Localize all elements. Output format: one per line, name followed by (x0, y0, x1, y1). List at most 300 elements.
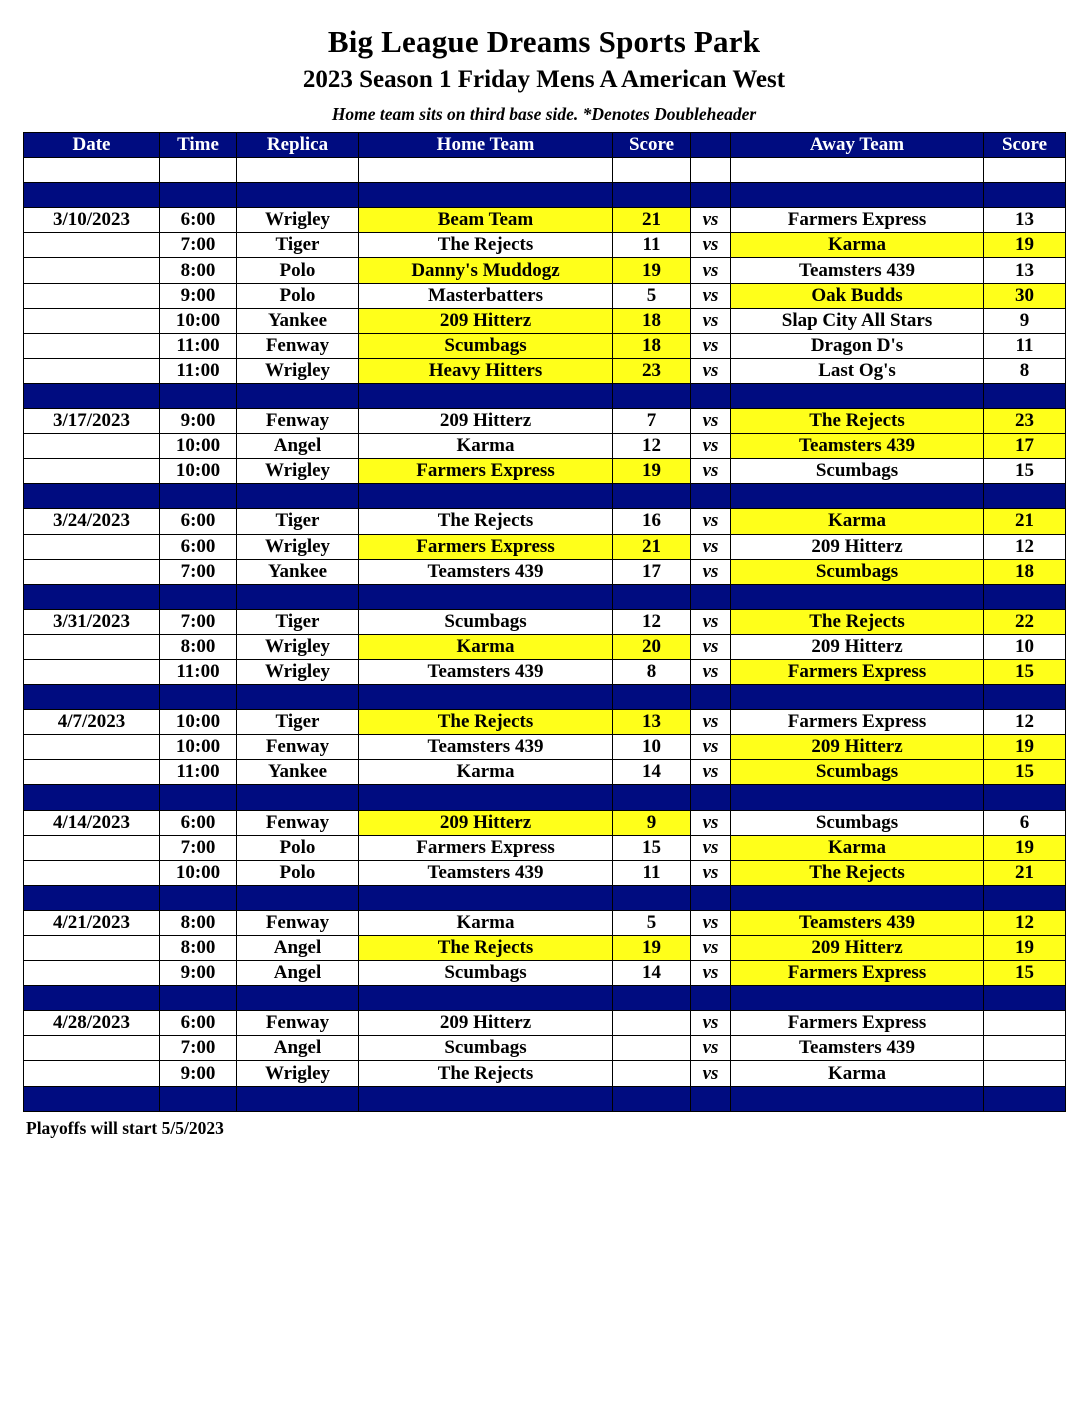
away-team: Scumbags (731, 760, 984, 785)
game-field: Tiger (237, 233, 359, 258)
game-time: 11:00 (160, 760, 237, 785)
empty-cell (984, 484, 1066, 509)
game-time: 9:00 (160, 1061, 237, 1086)
table-row (24, 634, 1066, 659)
game-date (24, 283, 160, 308)
column-header-home-team: Home Team (359, 133, 613, 158)
home-score: 21 (613, 208, 691, 233)
game-date (24, 760, 160, 785)
game-field: Tiger (237, 609, 359, 634)
home-score: 19 (613, 936, 691, 961)
empty-cell (160, 484, 237, 509)
table-row (24, 534, 1066, 559)
empty-cell (359, 158, 613, 183)
game-time: 11:00 (160, 333, 237, 358)
column-header-vs (691, 133, 731, 158)
game-field: Wrigley (237, 459, 359, 484)
vs-label: vs (691, 409, 731, 434)
game-field: Yankee (237, 308, 359, 333)
home-score: 8 (613, 659, 691, 684)
away-score: 6 (984, 810, 1066, 835)
game-time: 6:00 (160, 810, 237, 835)
game-field: Polo (237, 258, 359, 283)
empty-cell (359, 1086, 613, 1111)
game-field: Fenway (237, 1011, 359, 1036)
away-score: 11 (984, 333, 1066, 358)
game-time: 7:00 (160, 233, 237, 258)
away-team: Farmers Express (731, 659, 984, 684)
away-score: 12 (984, 710, 1066, 735)
game-date: 4/28/2023 (24, 1011, 160, 1036)
table-row (24, 735, 1066, 760)
game-date (24, 358, 160, 383)
vs-label: vs (691, 810, 731, 835)
game-time: 10:00 (160, 459, 237, 484)
home-score: 11 (613, 233, 691, 258)
vs-label: vs (691, 1011, 731, 1036)
empty-cell (731, 1086, 984, 1111)
vs-label: vs (691, 333, 731, 358)
empty-cell (160, 584, 237, 609)
game-field: Fenway (237, 910, 359, 935)
home-team: The Rejects (359, 233, 613, 258)
schedule-body (24, 158, 1066, 1112)
game-date (24, 835, 160, 860)
game-field: Angel (237, 936, 359, 961)
home-team: Scumbags (359, 333, 613, 358)
game-time: 10:00 (160, 308, 237, 333)
game-time: 8:00 (160, 634, 237, 659)
empty-cell (24, 183, 160, 208)
home-team: Beam Team (359, 208, 613, 233)
away-score: 19 (984, 835, 1066, 860)
home-team: 209 Hitterz (359, 1011, 613, 1036)
empty-cell (691, 484, 731, 509)
home-score (613, 1036, 691, 1061)
vs-label: vs (691, 534, 731, 559)
game-field: Polo (237, 283, 359, 308)
away-team: Last Og's (731, 358, 984, 383)
game-date (24, 634, 160, 659)
empty-cell (24, 885, 160, 910)
empty-cell (984, 158, 1066, 183)
empty-cell (160, 685, 237, 710)
empty-cell (359, 986, 613, 1011)
away-score: 8 (984, 358, 1066, 383)
empty-cell (24, 383, 160, 408)
away-team: The Rejects (731, 409, 984, 434)
home-team: Danny's Muddogz (359, 258, 613, 283)
home-team: Teamsters 439 (359, 559, 613, 584)
vs-label: vs (691, 961, 731, 986)
empty-cell (984, 183, 1066, 208)
table-row (24, 810, 1066, 835)
home-team: Farmers Express (359, 459, 613, 484)
game-date (24, 1036, 160, 1061)
vs-label: vs (691, 1061, 731, 1086)
home-score: 19 (613, 258, 691, 283)
game-date (24, 961, 160, 986)
empty-cell (731, 685, 984, 710)
empty-cell (359, 685, 613, 710)
playoffs-note: Playoffs will start 5/5/2023 (26, 1118, 224, 1138)
vs-label: vs (691, 634, 731, 659)
game-field: Angel (237, 1036, 359, 1061)
home-team: Karma (359, 910, 613, 935)
empty-cell (24, 584, 160, 609)
game-time: 9:00 (160, 283, 237, 308)
empty-cell (359, 885, 613, 910)
game-time: 8:00 (160, 910, 237, 935)
empty-cell (359, 785, 613, 810)
away-team: Farmers Express (731, 710, 984, 735)
page-subtitle: 2023 Season 1 Friday Mens A American West (302, 66, 786, 93)
empty-cell (613, 785, 691, 810)
game-date: 3/10/2023 (24, 208, 160, 233)
home-team: Farmers Express (359, 835, 613, 860)
empty-cell (359, 584, 613, 609)
home-score: 13 (613, 710, 691, 735)
game-field: Angel (237, 434, 359, 459)
column-header-away-team: Away Team (731, 133, 984, 158)
vs-label: vs (691, 559, 731, 584)
table-row (24, 333, 1066, 358)
away-score (984, 1011, 1066, 1036)
away-score: 19 (984, 936, 1066, 961)
empty-cell (731, 484, 984, 509)
game-date: 4/21/2023 (24, 910, 160, 935)
home-team: The Rejects (359, 710, 613, 735)
empty-cell (160, 885, 237, 910)
empty-cell (691, 183, 731, 208)
table-row (24, 659, 1066, 684)
empty-cell (613, 183, 691, 208)
home-team: 209 Hitterz (359, 308, 613, 333)
week-separator-row (24, 885, 1066, 910)
week-separator-row (24, 986, 1066, 1011)
empty-cell (237, 383, 359, 408)
home-score: 12 (613, 434, 691, 459)
empty-cell (731, 785, 984, 810)
empty-cell (160, 183, 237, 208)
away-score: 13 (984, 258, 1066, 283)
game-date (24, 659, 160, 684)
table-row (24, 609, 1066, 634)
game-field: Yankee (237, 760, 359, 785)
home-score: 17 (613, 559, 691, 584)
game-date (24, 258, 160, 283)
blank-row (24, 158, 1066, 183)
home-score: 5 (613, 283, 691, 308)
table-row (24, 434, 1066, 459)
home-team: Karma (359, 634, 613, 659)
home-score: 16 (613, 509, 691, 534)
vs-label: vs (691, 434, 731, 459)
empty-cell (237, 484, 359, 509)
empty-cell (237, 986, 359, 1011)
home-score: 15 (613, 835, 691, 860)
away-team: Karma (731, 835, 984, 860)
empty-cell (691, 1086, 731, 1111)
game-date (24, 936, 160, 961)
empty-cell (613, 1086, 691, 1111)
away-score: 10 (984, 634, 1066, 659)
empty-cell (24, 685, 160, 710)
empty-cell (984, 584, 1066, 609)
week-separator-row (24, 785, 1066, 810)
home-score: 20 (613, 634, 691, 659)
game-time: 7:00 (160, 1036, 237, 1061)
vs-label: vs (691, 760, 731, 785)
game-time: 7:00 (160, 559, 237, 584)
game-time: 8:00 (160, 936, 237, 961)
home-score: 9 (613, 810, 691, 835)
home-score: 18 (613, 333, 691, 358)
vs-label: vs (691, 659, 731, 684)
home-team: The Rejects (359, 936, 613, 961)
empty-cell (613, 986, 691, 1011)
game-date (24, 333, 160, 358)
away-team: 209 Hitterz (731, 534, 984, 559)
table-row (24, 283, 1066, 308)
game-time: 11:00 (160, 659, 237, 684)
game-date (24, 459, 160, 484)
empty-cell (984, 885, 1066, 910)
home-score: 14 (613, 961, 691, 986)
away-team: The Rejects (731, 609, 984, 634)
away-score (984, 1061, 1066, 1086)
column-header-home-score: Score (613, 133, 691, 158)
home-score: 11 (613, 860, 691, 885)
home-team: Teamsters 439 (359, 659, 613, 684)
column-header-date: Date (24, 133, 160, 158)
vs-label: vs (691, 258, 731, 283)
home-score: 5 (613, 910, 691, 935)
table-row (24, 835, 1066, 860)
empty-cell (237, 158, 359, 183)
home-score: 18 (613, 308, 691, 333)
empty-cell (237, 685, 359, 710)
week-separator-row (24, 685, 1066, 710)
away-team: Farmers Express (731, 961, 984, 986)
game-field: Fenway (237, 735, 359, 760)
empty-cell (613, 383, 691, 408)
empty-cell (359, 383, 613, 408)
home-score: 19 (613, 459, 691, 484)
home-score (613, 1061, 691, 1086)
home-team: Teamsters 439 (359, 735, 613, 760)
week-separator-row (24, 1086, 1066, 1111)
game-date: 3/17/2023 (24, 409, 160, 434)
game-time: 9:00 (160, 961, 237, 986)
game-date: 4/14/2023 (24, 810, 160, 835)
table-row (24, 1061, 1066, 1086)
table-row (24, 710, 1066, 735)
game-time: 10:00 (160, 735, 237, 760)
home-score: 7 (613, 409, 691, 434)
empty-cell (691, 885, 731, 910)
table-row (24, 258, 1066, 283)
home-score: 12 (613, 609, 691, 634)
vs-label: vs (691, 609, 731, 634)
away-team: 209 Hitterz (731, 634, 984, 659)
away-score: 21 (984, 860, 1066, 885)
page-title: Big League Dreams Sports Park (327, 24, 761, 59)
game-field: Tiger (237, 710, 359, 735)
away-team: Teamsters 439 (731, 1036, 984, 1061)
game-date (24, 534, 160, 559)
game-date: 4/7/2023 (24, 710, 160, 735)
home-team: 209 Hitterz (359, 810, 613, 835)
vs-label: vs (691, 358, 731, 383)
game-time: 10:00 (160, 860, 237, 885)
home-team: Karma (359, 760, 613, 785)
home-score: 14 (613, 760, 691, 785)
empty-cell (24, 785, 160, 810)
vs-label: vs (691, 208, 731, 233)
away-team: Farmers Express (731, 208, 984, 233)
vs-label: vs (691, 835, 731, 860)
away-score: 17 (984, 434, 1066, 459)
away-team: Teamsters 439 (731, 910, 984, 935)
game-field: Polo (237, 860, 359, 885)
table-row (24, 1036, 1066, 1061)
empty-cell (731, 986, 984, 1011)
away-team: Scumbags (731, 559, 984, 584)
empty-cell (984, 986, 1066, 1011)
empty-cell (984, 685, 1066, 710)
game-time: 6:00 (160, 534, 237, 559)
away-score: 22 (984, 609, 1066, 634)
away-score: 12 (984, 534, 1066, 559)
vs-label: vs (691, 936, 731, 961)
empty-cell (984, 383, 1066, 408)
table-row (24, 358, 1066, 383)
home-team: Teamsters 439 (359, 860, 613, 885)
home-team: Karma (359, 434, 613, 459)
game-date (24, 308, 160, 333)
table-header-row (24, 133, 1066, 158)
empty-cell (24, 1086, 160, 1111)
game-date: 3/24/2023 (24, 509, 160, 534)
vs-label: vs (691, 308, 731, 333)
empty-cell (613, 885, 691, 910)
game-field: Polo (237, 835, 359, 860)
home-team: Masterbatters (359, 283, 613, 308)
table-row (24, 459, 1066, 484)
vs-label: vs (691, 283, 731, 308)
week-separator-row (24, 584, 1066, 609)
empty-cell (731, 183, 984, 208)
empty-cell (237, 1086, 359, 1111)
table-row (24, 1011, 1066, 1036)
home-score: 10 (613, 735, 691, 760)
away-team: Scumbags (731, 810, 984, 835)
week-separator-row (24, 484, 1066, 509)
away-team: Farmers Express (731, 1011, 984, 1036)
table-row (24, 308, 1066, 333)
empty-cell (160, 1086, 237, 1111)
away-team: Teamsters 439 (731, 434, 984, 459)
empty-cell (237, 785, 359, 810)
week-separator-row (24, 383, 1066, 408)
game-date (24, 434, 160, 459)
away-score: 19 (984, 735, 1066, 760)
empty-cell (160, 986, 237, 1011)
table-row (24, 208, 1066, 233)
game-date: 3/31/2023 (24, 609, 160, 634)
empty-cell (691, 383, 731, 408)
game-time: 7:00 (160, 609, 237, 634)
game-field: Tiger (237, 509, 359, 534)
column-header-time: Time (160, 133, 237, 158)
vs-label: vs (691, 860, 731, 885)
home-team: 209 Hitterz (359, 409, 613, 434)
vs-label: vs (691, 710, 731, 735)
table-row (24, 559, 1066, 584)
empty-cell (160, 158, 237, 183)
game-field: Wrigley (237, 358, 359, 383)
home-team: Scumbags (359, 609, 613, 634)
empty-cell (359, 484, 613, 509)
schedule-table (23, 132, 1066, 1112)
game-time: 9:00 (160, 409, 237, 434)
away-team: 209 Hitterz (731, 735, 984, 760)
game-field: Wrigley (237, 208, 359, 233)
empty-cell (613, 158, 691, 183)
home-team: The Rejects (359, 509, 613, 534)
away-team: 209 Hitterz (731, 936, 984, 961)
week-separator-row (24, 183, 1066, 208)
empty-cell (691, 158, 731, 183)
away-score: 21 (984, 509, 1066, 534)
away-score: 9 (984, 308, 1066, 333)
away-team: The Rejects (731, 860, 984, 885)
table-row (24, 961, 1066, 986)
game-time: 11:00 (160, 358, 237, 383)
table-row (24, 509, 1066, 534)
away-score: 15 (984, 459, 1066, 484)
home-team: Farmers Express (359, 534, 613, 559)
empty-cell (984, 1086, 1066, 1111)
empty-cell (731, 383, 984, 408)
game-field: Yankee (237, 559, 359, 584)
game-field: Wrigley (237, 1061, 359, 1086)
vs-label: vs (691, 459, 731, 484)
game-time: 6:00 (160, 208, 237, 233)
empty-cell (160, 383, 237, 408)
empty-cell (613, 685, 691, 710)
empty-cell (237, 183, 359, 208)
table-row (24, 910, 1066, 935)
away-score: 30 (984, 283, 1066, 308)
away-score: 15 (984, 961, 1066, 986)
empty-cell (691, 584, 731, 609)
home-score: 21 (613, 534, 691, 559)
home-score: 23 (613, 358, 691, 383)
game-field: Wrigley (237, 534, 359, 559)
game-field: Wrigley (237, 659, 359, 684)
empty-cell (24, 158, 160, 183)
vs-label: vs (691, 735, 731, 760)
away-team: Scumbags (731, 459, 984, 484)
away-team: Slap City All Stars (731, 308, 984, 333)
home-team: Scumbags (359, 961, 613, 986)
schedule-note: Home team sits on third base side. *Denotes Doubleheader (331, 104, 757, 124)
game-date (24, 735, 160, 760)
column-header-replica: Replica (237, 133, 359, 158)
home-team: Scumbags (359, 1036, 613, 1061)
